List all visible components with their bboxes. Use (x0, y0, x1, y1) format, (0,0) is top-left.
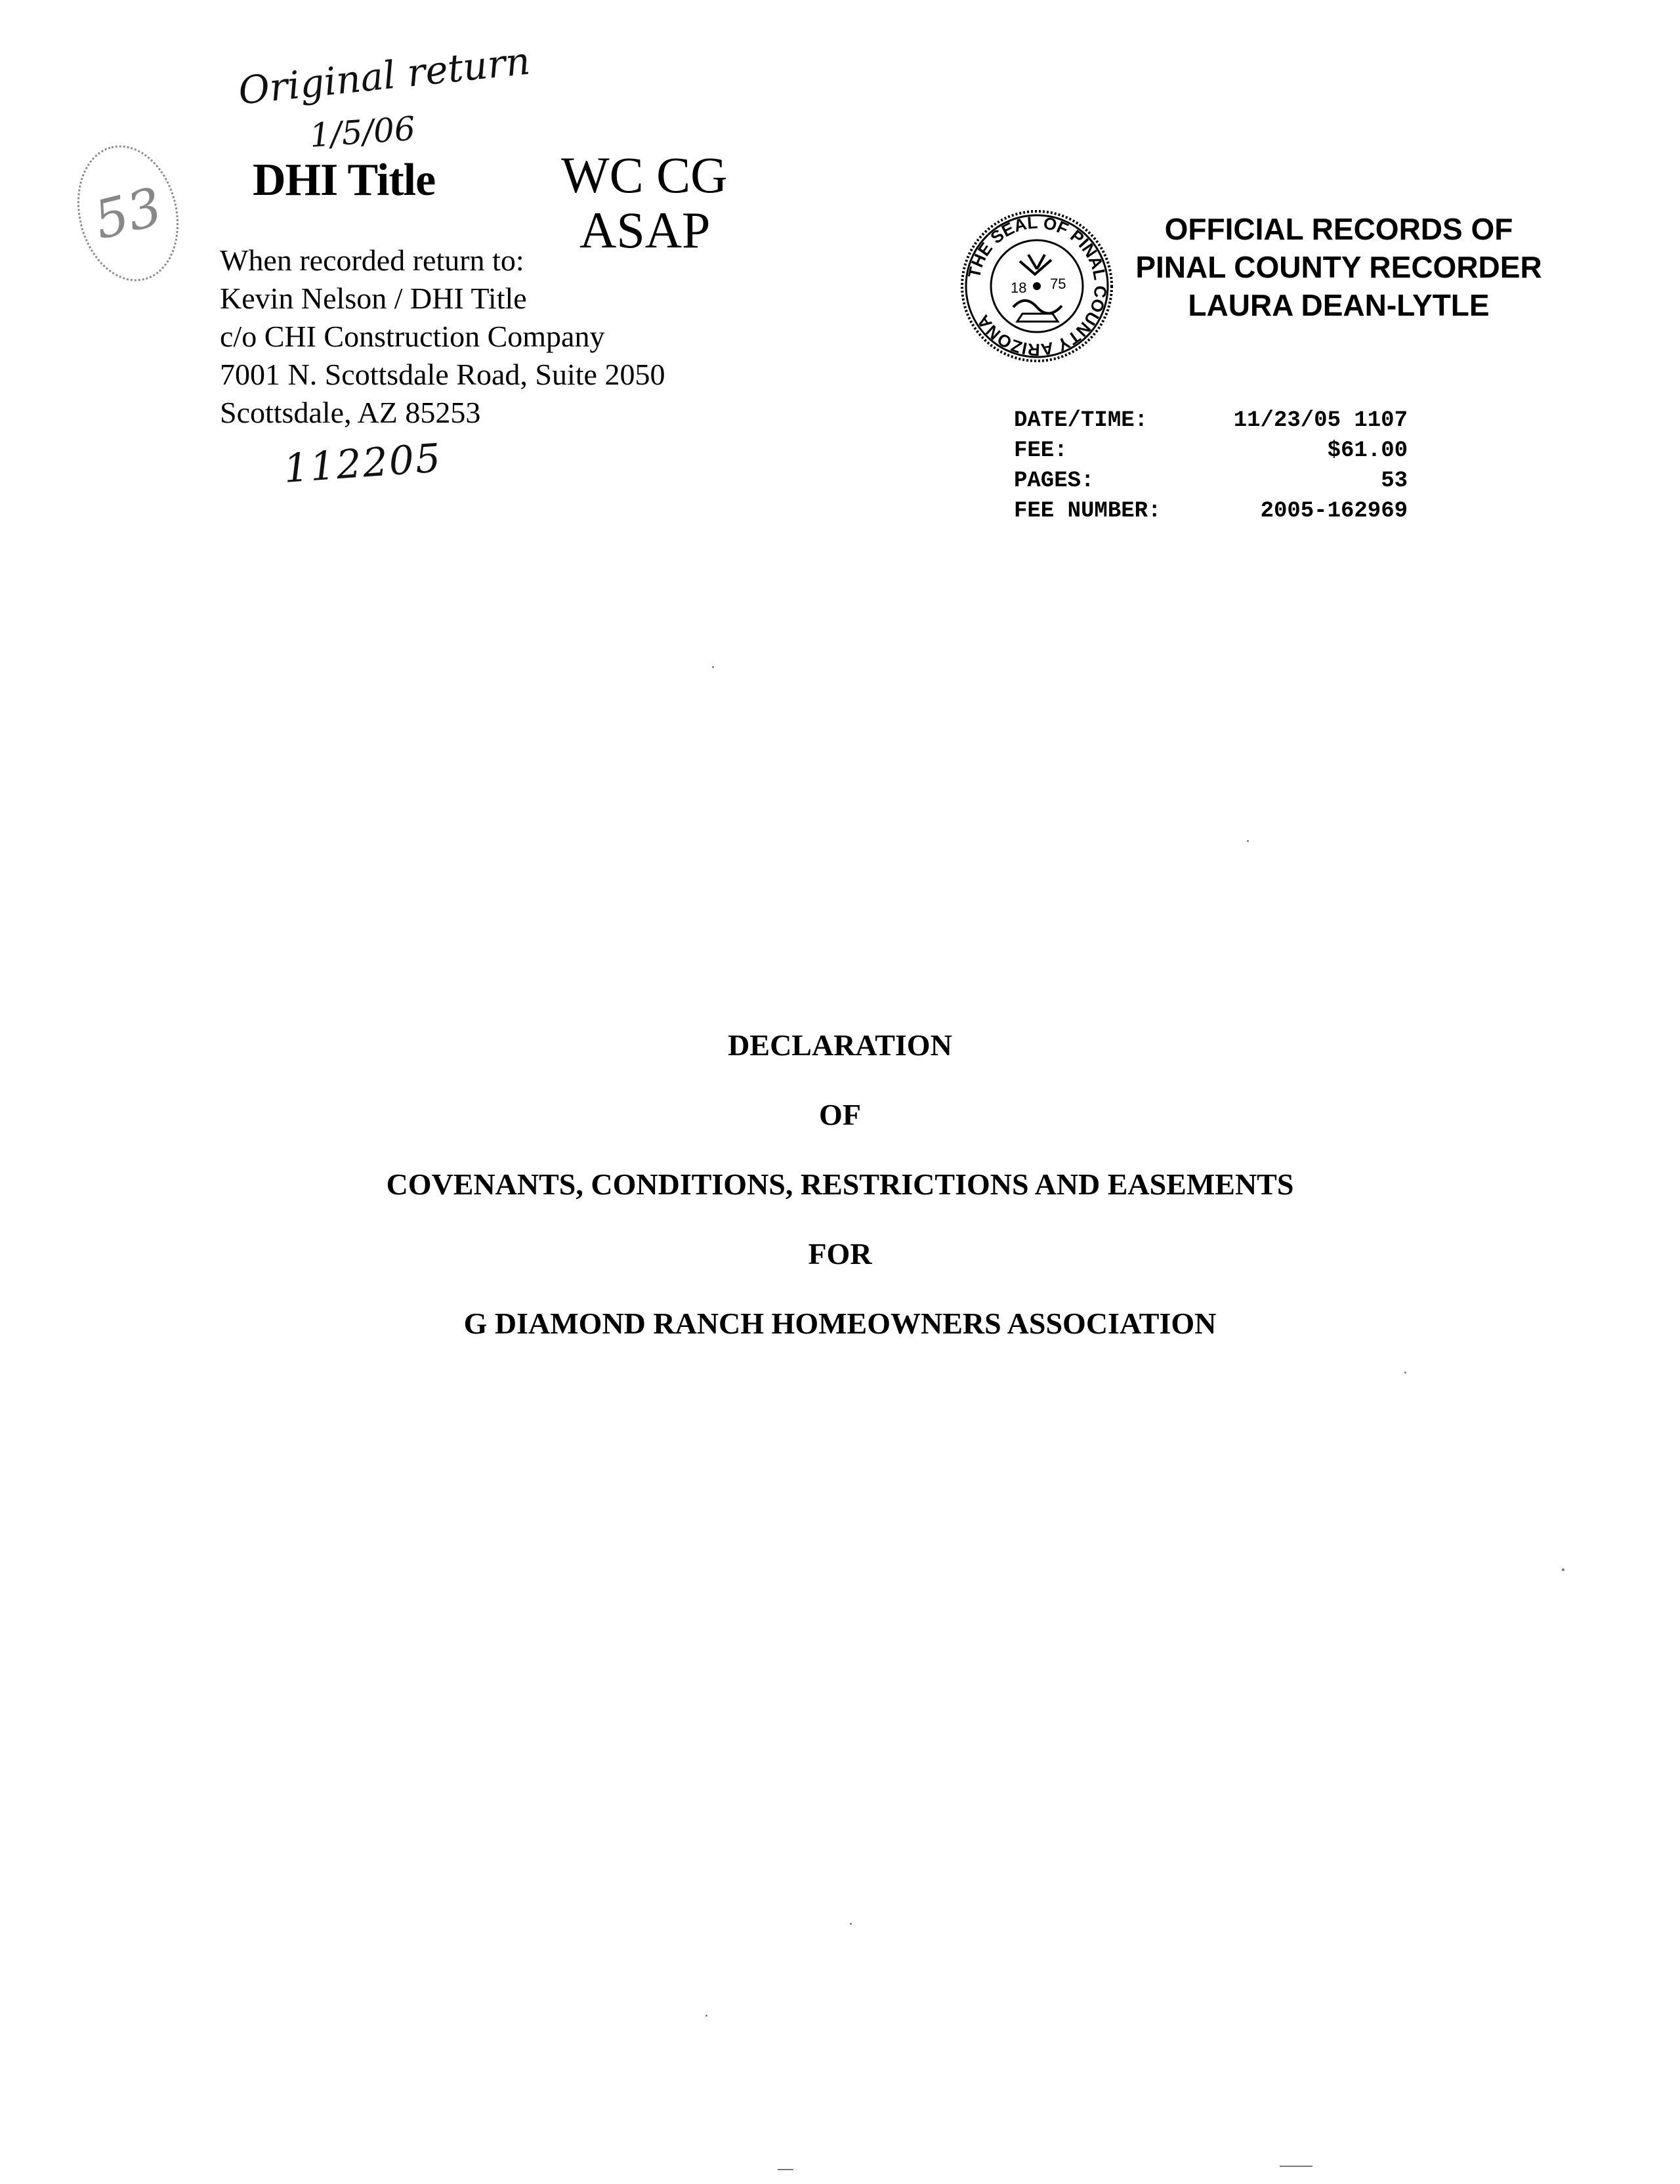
recording-label: FEE NUMBER: (1014, 499, 1162, 524)
scan-speck (1562, 1568, 1564, 1571)
recording-row (1014, 496, 1408, 526)
title-line: COVENANTS, CONDITIONS, RESTRICTIONS AND EASEMENTS (386, 1167, 1294, 1201)
recorder-line: OFFICIAL RECORDS OF (1164, 212, 1513, 246)
recording-label: FEE: (1014, 438, 1068, 463)
scan-speck (1280, 2166, 1312, 2167)
handwritten-date: 1/5/06 (308, 109, 417, 155)
handwritten-number: 112205 (282, 435, 444, 492)
scan-speck (1247, 840, 1249, 842)
seal-year-left: 18 (1011, 280, 1027, 296)
recorder-header (1129, 210, 1549, 324)
county-seal-icon (959, 209, 1114, 364)
return-address-line: 7001 N. Scottsdale Road, Suite 2050 (220, 358, 665, 391)
return-address-block (220, 242, 665, 432)
scan-speck (1404, 1372, 1406, 1374)
seal-year-right: 75 (1050, 276, 1066, 292)
recorder-line: PINAL COUNTY RECORDER (1135, 250, 1542, 284)
recording-value: 11/23/05 1107 (1233, 408, 1408, 433)
routing-code-line: ASAP (579, 201, 711, 259)
document-title (0, 1011, 1680, 1358)
recorder-line: LAURA DEAN-LYTLE (1188, 288, 1490, 322)
title-line: G DIAMOND RANCH HOMEOWNERS ASSOCIATION (463, 1307, 1217, 1340)
seal-ring-text: THE SEAL OF PINAL COUNTY ARIZONA (963, 212, 1111, 360)
return-address-line: Kevin Nelson / DHI Title (220, 282, 527, 315)
recording-label: DATE/TIME: (1014, 408, 1148, 433)
circled-stamp-mark (64, 135, 192, 292)
title-line: DECLARATION (728, 1028, 952, 1062)
return-address-line: c/o CHI Construction Company (220, 320, 605, 353)
recording-row (1014, 436, 1408, 466)
recording-row (1014, 406, 1408, 436)
scan-speck (705, 2015, 707, 2017)
title-line: OF (819, 1098, 861, 1131)
return-address-line: Scottsdale, AZ 85253 (220, 396, 481, 429)
return-address-line: When recorded return to: (220, 243, 524, 277)
routing-code-line: WC CG (561, 146, 728, 203)
scan-speck (778, 2169, 793, 2170)
scan-speck (850, 1923, 852, 1925)
recording-value: 53 (1381, 469, 1408, 494)
handwritten-note: Original return (236, 38, 532, 114)
scan-speck (712, 666, 714, 668)
stamp-mark-number: 53 (88, 175, 168, 251)
recording-value: 2005-162969 (1260, 499, 1408, 524)
title-line: FOR (808, 1237, 872, 1270)
recording-label: PAGES: (1014, 469, 1095, 494)
recording-value: $61.00 (1327, 438, 1408, 463)
company-name: DHI Title (253, 155, 436, 205)
recording-details (1014, 406, 1408, 526)
recording-row (1014, 466, 1408, 496)
